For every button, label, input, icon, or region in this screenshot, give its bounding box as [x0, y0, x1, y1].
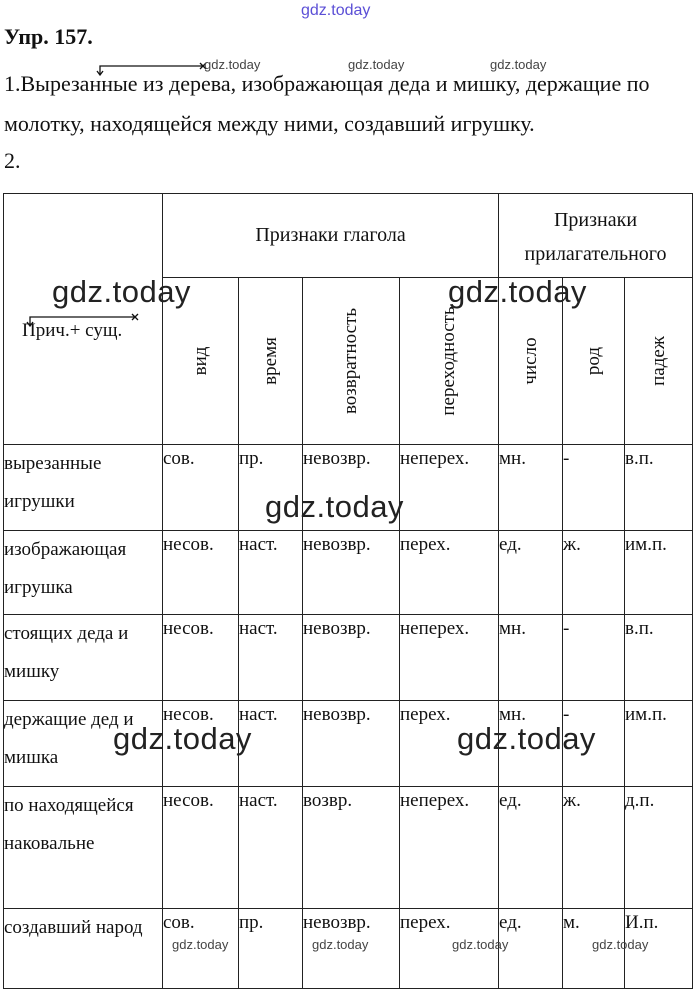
watermark-large: gdz.today [457, 721, 596, 756]
cell-tense: наст. [239, 615, 303, 701]
cell-transitivity: перех. [400, 531, 499, 615]
cell-number: мн. [499, 701, 563, 787]
exercise-title: Упр. 157. [4, 24, 93, 49]
cell-transitivity: неперех. [400, 445, 499, 531]
watermark-large: gdz.today [52, 274, 191, 309]
cell-reflexivity: невозвр. [303, 531, 400, 615]
cell-case: им.п. [625, 701, 693, 787]
watermark-small: gdz.today [348, 57, 405, 72]
cell-transitivity: перех. [400, 909, 499, 989]
row-phrase: держащие дед и мишка [4, 701, 163, 787]
watermark-small: gdz.today [452, 937, 509, 952]
cell-gender: - [563, 445, 625, 531]
cell-case: И.п. [625, 909, 693, 989]
cell-gender: м. [563, 909, 625, 989]
cell-tense: пр. [239, 909, 303, 989]
row-phrase: вырезанные игрушки [4, 445, 163, 531]
cell-case: в.п. [625, 615, 693, 701]
row-phrase: стоящих деда и мишку [4, 615, 163, 701]
cell-tense: пр. [239, 445, 303, 531]
cell-reflexivity: невозвр. [303, 909, 400, 989]
cell-tense: наст. [239, 701, 303, 787]
corner-label: Прич.+ сущ. [22, 320, 123, 341]
cell-tense: наст. [239, 787, 303, 909]
row-phrase: по находящейся наковальне [4, 787, 163, 909]
cell-gender: - [563, 615, 625, 701]
table-row [4, 531, 693, 615]
cell-reflexivity: невозвр. [303, 701, 400, 787]
header-corner-cell [4, 194, 163, 445]
cell-case: им.п. [625, 531, 693, 615]
sentence-paragraph: 1.Вырезанные из дерева, изображающая деда и мишку, держащие по молотку, находящейся между ними, создавший игрушку. [4, 71, 650, 136]
cell-gender: - [563, 701, 625, 787]
watermark-small: gdz.today [172, 937, 229, 952]
table-row [4, 615, 693, 701]
analysis-table [3, 193, 693, 989]
cell-transitivity: перех. [400, 701, 499, 787]
row-phrase: изображающая игрушка [4, 531, 163, 615]
watermark-large: gdz.today [113, 721, 252, 756]
cell-gender: ж. [563, 531, 625, 615]
watermark-top: gdz.today [301, 2, 371, 19]
table-row [4, 787, 693, 909]
col-header-transitivity: переходность [400, 278, 499, 445]
cell-number: ед. [499, 909, 563, 989]
cell-number: мн. [499, 615, 563, 701]
col-header-gender: род [563, 278, 625, 445]
col-header-case: падеж [625, 278, 693, 445]
cell-reflexivity: невозвр. [303, 615, 400, 701]
row-phrase: создавший народ [4, 909, 163, 989]
cell-number: ед. [499, 531, 563, 615]
cell-transitivity: неперех. [400, 615, 499, 701]
col-header-reflexivity: возвратность [303, 278, 400, 445]
col-header-tense: время [239, 278, 303, 445]
watermark-small: gdz.today [592, 937, 649, 952]
col-header-number: число [499, 278, 563, 445]
part-two-label: 2. [4, 148, 21, 173]
cell-number: мн. [499, 445, 563, 531]
cell-tense: наст. [239, 531, 303, 615]
cell-case: в.п. [625, 445, 693, 531]
watermark-small: gdz.today [204, 57, 261, 72]
col-header-aspect: вид [163, 278, 239, 445]
cell-gender: ж. [563, 787, 625, 909]
cell-reflexivity: возвр. [303, 787, 400, 909]
adjective-features-header: Признаки прилагательного [499, 194, 693, 278]
cell-aspect: сов. [163, 909, 239, 989]
cell-number: ед. [499, 787, 563, 909]
cell-aspect: несов. [163, 531, 239, 615]
cell-aspect: несов. [163, 615, 239, 701]
watermark-large: gdz.today [265, 489, 404, 524]
cell-aspect: несов. [163, 701, 239, 787]
cell-case: д.п. [625, 787, 693, 909]
watermark-large: gdz.today [448, 274, 587, 309]
verb-features-header: Признаки глагола [163, 194, 499, 278]
watermark-small: gdz.today [312, 937, 369, 952]
watermark-small: gdz.today [490, 57, 547, 72]
cell-reflexivity: невозвр. [303, 445, 400, 531]
cell-transitivity: неперех. [400, 787, 499, 909]
cell-aspect: несов. [163, 787, 239, 909]
cell-aspect: сов. [163, 445, 239, 531]
